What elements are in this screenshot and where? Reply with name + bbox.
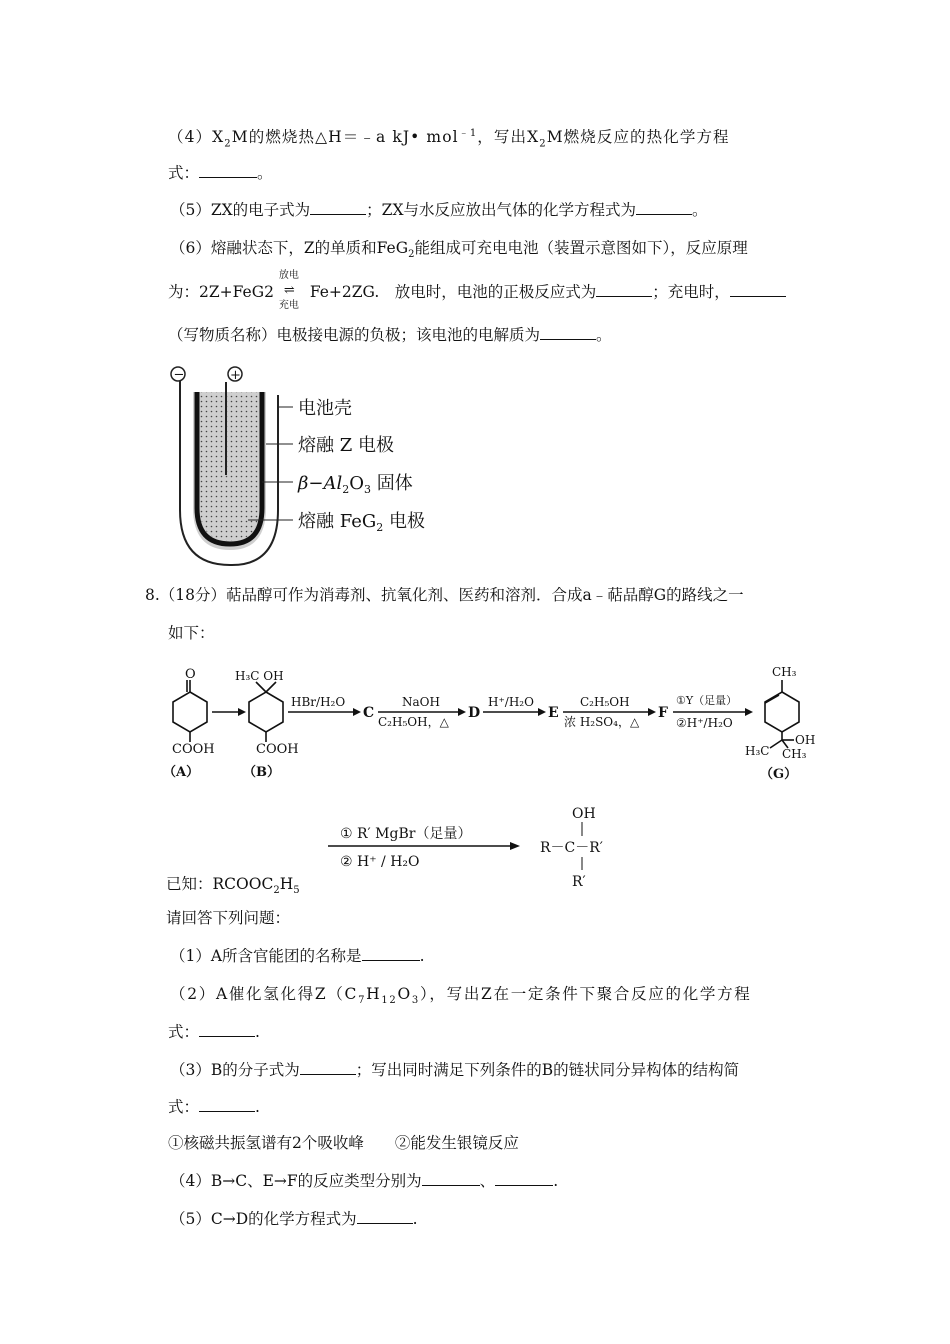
text: 、 (479, 1172, 496, 1190)
g-right-methyl: CH₃ (782, 747, 807, 761)
text: 式： (168, 1098, 200, 1116)
b-label: （B） (243, 765, 280, 780)
sub: 3 (411, 995, 420, 1007)
answer-blank[interactable] (422, 1171, 480, 1186)
q8-part4 (170, 1171, 558, 1191)
arrow-head (353, 708, 361, 716)
text: H (279, 875, 294, 893)
q8-intro-line2 (168, 623, 215, 643)
arrow-head (238, 708, 246, 716)
plus-sign: + (230, 368, 241, 383)
text: H (366, 985, 382, 1003)
text: . (553, 1172, 559, 1190)
q8-part5 (170, 1209, 418, 1229)
text: 。 (596, 326, 612, 344)
battery-diagram (160, 360, 460, 570)
text: 式： (168, 1023, 200, 1041)
text: 已知：RCOOC (166, 875, 274, 893)
known-reagent-1: ① R′ MgBr（足量） (340, 826, 472, 842)
text: （5）C→D的化学方程式为 (170, 1210, 357, 1228)
answer-blank[interactable] (199, 1022, 255, 1037)
t: 3 (364, 483, 372, 496)
text: 。 (691, 201, 708, 219)
text: ，写出X (477, 128, 540, 147)
text: （4）X (168, 128, 225, 147)
sub: 12 (381, 995, 398, 1007)
sub: 2 (224, 138, 232, 150)
text: ①核磁共振氢谱有2个吸收峰 ②能发生银镜反应 (168, 1134, 519, 1152)
text: 8.（18分）萜品醇可作为消毒剂、抗氧化剂、医药和溶剂．合成a﹣萜品醇G的路线之一 (145, 586, 744, 604)
answer-blank[interactable] (495, 1171, 553, 1186)
t: β−Al (298, 473, 343, 494)
feg2-electrode-region (200, 392, 259, 541)
label-feg2-electrode (298, 510, 425, 534)
sup: ﹣1 (458, 128, 478, 139)
answer-blank[interactable] (730, 282, 786, 297)
g-label: （G） (760, 767, 798, 782)
text: . (255, 1023, 260, 1041)
arrow-head (510, 842, 520, 850)
text: 为：2Z+FeG2 (168, 283, 274, 301)
arrow-head (648, 708, 656, 716)
equilibrium-arrow: ⇌ (283, 283, 295, 298)
reagent-ethanol: C₂H₅OH (580, 695, 630, 709)
a-label: （A） (163, 765, 200, 780)
answer-blank[interactable] (310, 200, 366, 215)
arrow-head (538, 708, 546, 716)
text: . (255, 1098, 260, 1116)
known-reagent-2: ② H⁺ / H₂O (340, 854, 420, 870)
molecule-b (249, 682, 283, 742)
a-carbonyl-o: O (185, 667, 196, 682)
text: （1）A所含官能团的名称是 (170, 947, 362, 965)
label-battery-shell: 电池壳 (298, 398, 352, 419)
q7-part4-line1 (168, 124, 730, 154)
text: ；ZX与水反应放出气体的化学方程式为 (366, 201, 636, 219)
text: （6）熔融状态下，Z的单质和FeG (170, 239, 409, 257)
arrow-top-label: 放电 (278, 270, 299, 281)
reagent-acid-water-2: ②H⁺/H₂O (676, 716, 733, 730)
sub: 2 (273, 885, 280, 897)
arrow-bottom-label: 充电 (278, 300, 299, 311)
reagent-ethanol-heat: C₂H₅OH，△ (378, 715, 449, 729)
text: Fe+2ZG. 放电时，电池的正极反应式为 (309, 283, 597, 301)
q8-part1 (170, 946, 425, 966)
text: O (397, 985, 412, 1003)
g-left-methyl: H₃C (745, 744, 770, 758)
reversible-arrow (278, 270, 305, 311)
reagent-y: ①Y（足量） (676, 694, 738, 707)
text: M的燃烧热△H＝﹣a kJ• mol (231, 128, 459, 147)
answer-blank[interactable] (199, 163, 257, 178)
known-prefix (166, 874, 300, 901)
reagent-naoh: NaOH (402, 695, 440, 709)
known-product: R－C－R′ (540, 840, 603, 856)
text: 请回答下列问题： (166, 909, 291, 927)
q7-part4-line2 (168, 163, 273, 183)
label-beta-alumina (297, 473, 413, 496)
answer-blank[interactable] (199, 1097, 255, 1112)
g-hydroxyl: OH (795, 733, 816, 747)
text: . (412, 1210, 418, 1228)
g-methyl: CH₃ (772, 665, 797, 679)
a-cooh: COOH (172, 742, 215, 757)
q7-part5 (170, 200, 708, 220)
compound-e: E (548, 705, 559, 721)
compound-d: D (468, 705, 481, 721)
answer-blank[interactable] (362, 946, 420, 961)
answer-blank[interactable] (636, 200, 692, 215)
b-substituents: H₃C OH (235, 669, 284, 683)
q7-part6-line3 (168, 325, 612, 345)
q8-part3-line2 (168, 1097, 260, 1117)
arrow-head (745, 708, 753, 716)
answer-blank[interactable] (540, 325, 596, 340)
known-oh: OH (572, 806, 596, 822)
q8-intro-line1 (145, 585, 744, 605)
t: O (349, 473, 365, 494)
answer-blank[interactable] (357, 1209, 413, 1224)
text: ；充电时， (652, 283, 730, 301)
text: （3）B的分子式为 (170, 1061, 300, 1079)
molecule-g (765, 680, 799, 748)
q7-part6-line1 (170, 238, 748, 265)
compound-f: F (658, 705, 668, 721)
text: 如下： (168, 624, 215, 642)
reagent-sulfuric-heat: 浓 H₂SO₄，△ (564, 715, 640, 729)
known-r-prime: R′ (572, 874, 586, 890)
text: M燃烧反应的热化学方程 (546, 128, 730, 147)
text: ；写出同时满足下列条件的B的链状同分异构体的结构简 (355, 1061, 740, 1079)
q8-part3-line1 (170, 1060, 739, 1080)
t: 熔融 FeG (298, 511, 377, 532)
sub: 2 (408, 249, 415, 261)
text: 。 (257, 164, 273, 182)
q8-ask (166, 908, 290, 928)
compound-c: C (363, 705, 375, 721)
q8-part2-line2 (168, 1022, 260, 1042)
answer-blank[interactable] (596, 282, 652, 297)
label-z-electrode: 熔融 Z 电极 (298, 435, 394, 456)
q8-part2-line1 (170, 984, 752, 1011)
q8-conditions (168, 1133, 519, 1153)
text: ），写出Z在一定条件下聚合反应的化学方程 (419, 985, 752, 1003)
arrow-head (458, 708, 466, 716)
synthesis-scheme (160, 660, 820, 785)
t: 电极 (383, 511, 425, 532)
text: 式： (168, 164, 200, 182)
sub: 7 (358, 995, 367, 1007)
reagent-hbr: HBr/H₂O (291, 695, 346, 709)
sub: 5 (293, 885, 300, 897)
b-cooh: COOH (256, 742, 299, 757)
t: 2 (376, 521, 384, 534)
t: 2 (342, 483, 350, 496)
minus-sign: − (173, 367, 185, 383)
q7-part6-line2 (168, 270, 786, 311)
text: （写物质名称）电极接电源的负极；该电池的电解质为 (168, 326, 541, 344)
answer-blank[interactable] (300, 1060, 356, 1075)
text: （5）ZX的电子式为 (170, 201, 311, 219)
text: （2）A催化氢化得Z（C (170, 985, 359, 1003)
t: 固体 (371, 473, 413, 494)
molecule-a (173, 680, 207, 742)
text: （4）B→C、E→F的反应类型分别为 (170, 1172, 422, 1190)
text: . (419, 947, 425, 965)
sub: 2 (539, 138, 547, 150)
reagent-acid-water: H⁺/H₂O (488, 695, 534, 709)
text: 能组成可充电电池（装置示意图如下），反应原理 (414, 239, 748, 257)
